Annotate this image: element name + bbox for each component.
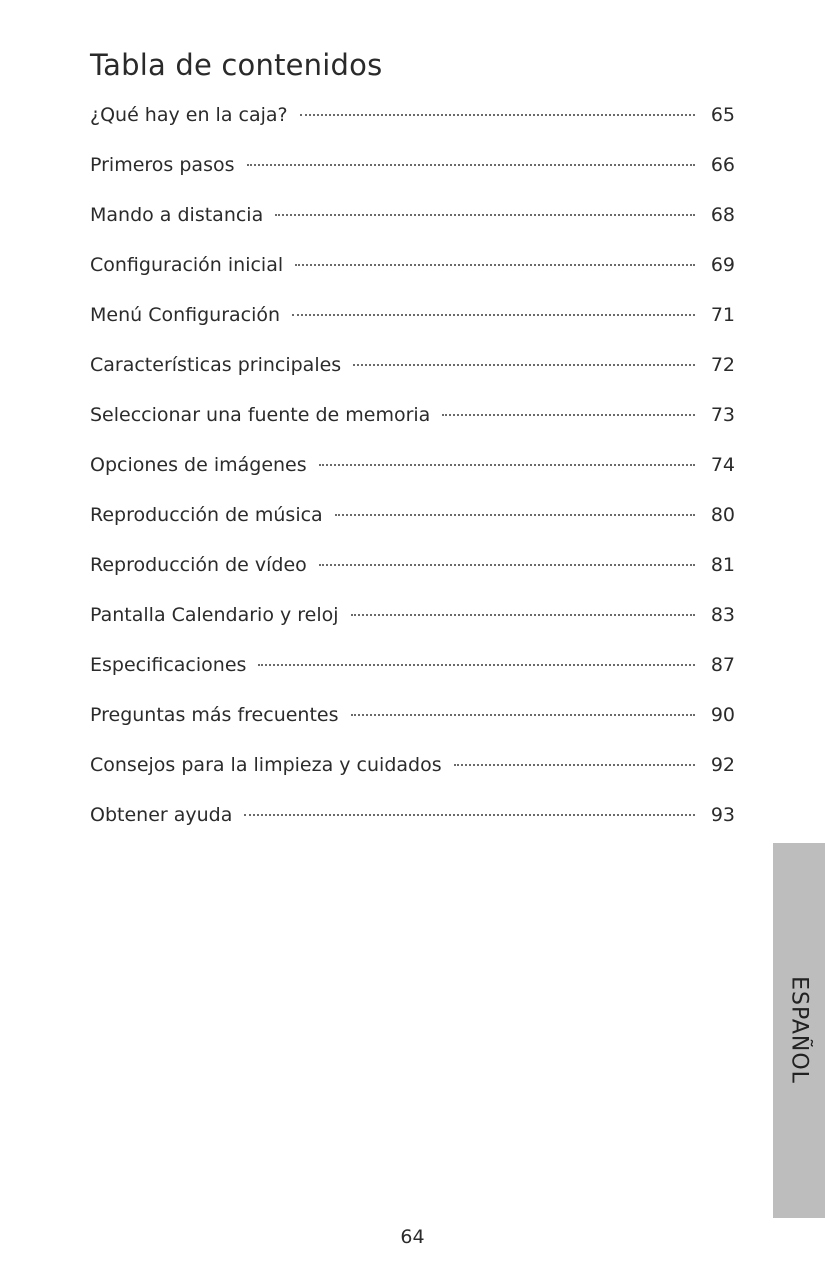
toc-entry-page: 83 (710, 604, 735, 626)
toc-entry-page: 71 (710, 304, 735, 326)
toc-entry[interactable] (90, 754, 735, 804)
dot-leader (275, 214, 695, 216)
toc-entry[interactable] (90, 804, 735, 854)
toc-entry-page: 74 (710, 454, 735, 476)
dot-leader (300, 114, 695, 116)
toc-entry-label: Consejos para la limpieza y cuidados (90, 754, 442, 776)
toc-entry-page: 92 (710, 754, 735, 776)
toc-entry-page: 87 (710, 654, 735, 676)
toc-entry[interactable] (90, 554, 735, 604)
toc-entry[interactable] (90, 404, 735, 454)
toc-entry-label: ¿Qué hay en la caja? (90, 104, 288, 126)
dot-leader (258, 664, 695, 666)
toc-entry[interactable] (90, 604, 735, 654)
toc-entry-page: 68 (710, 204, 735, 226)
toc-entry-label: Primeros pasos (90, 154, 235, 176)
toc-entry-label: Pantalla Calendario y reloj (90, 604, 339, 626)
toc-entry-label: Obtener ayuda (90, 804, 233, 826)
dot-leader (454, 764, 695, 766)
dot-leader (319, 564, 695, 566)
toc-entry[interactable] (90, 354, 735, 404)
toc-entry-label: Reproducción de vídeo (90, 554, 307, 576)
toc-entry-page: 81 (710, 554, 735, 576)
toc-entry-label: Características principales (90, 354, 342, 376)
toc-entry[interactable] (90, 204, 735, 254)
toc-entry[interactable] (90, 304, 735, 354)
dot-leader (319, 464, 695, 466)
language-label: ESPAÑOL (786, 976, 812, 1084)
toc-entry[interactable] (90, 504, 735, 554)
toc-entry-label: Reproducción de música (90, 504, 323, 526)
dot-leader (335, 514, 695, 516)
dot-leader (244, 814, 695, 816)
toc-entry-label: Preguntas más frecuentes (90, 704, 339, 726)
toc-entry-page: 73 (710, 404, 735, 426)
toc-entry[interactable] (90, 654, 735, 704)
table-of-contents (90, 104, 735, 854)
toc-entry[interactable] (90, 154, 735, 204)
dot-leader (353, 364, 695, 366)
toc-entry-page: 80 (710, 504, 735, 526)
toc-entry-label: Seleccionar una fuente de memoria (90, 404, 431, 426)
dot-leader (351, 614, 695, 616)
toc-entry-label: Opciones de imágenes (90, 454, 307, 476)
toc-entry-page: 66 (710, 154, 735, 176)
toc-entry-label: Configuración inicial (90, 254, 284, 276)
toc-entry-page: 72 (710, 354, 735, 376)
toc-entry-label: Menú Configuración (90, 304, 281, 326)
dot-leader (247, 164, 696, 166)
toc-entry-page: 65 (710, 104, 735, 126)
toc-entry-page: 69 (710, 254, 735, 276)
toc-entry[interactable] (90, 704, 735, 754)
toc-entry[interactable] (90, 454, 735, 504)
page-title: Tabla de contenidos (90, 48, 383, 82)
toc-entry-page: 90 (710, 704, 735, 726)
toc-entry-page: 93 (710, 804, 735, 826)
dot-leader (295, 264, 695, 266)
toc-entry-label: Mando a distancia (90, 204, 264, 226)
dot-leader (442, 414, 695, 416)
toc-entry[interactable] (90, 254, 735, 304)
language-side-tab (773, 843, 825, 1218)
toc-entry[interactable] (90, 104, 735, 154)
toc-entry-label: Especificaciones (90, 654, 247, 676)
dot-leader (292, 314, 695, 316)
dot-leader (351, 714, 695, 716)
page-number: 64 (400, 1226, 425, 1248)
